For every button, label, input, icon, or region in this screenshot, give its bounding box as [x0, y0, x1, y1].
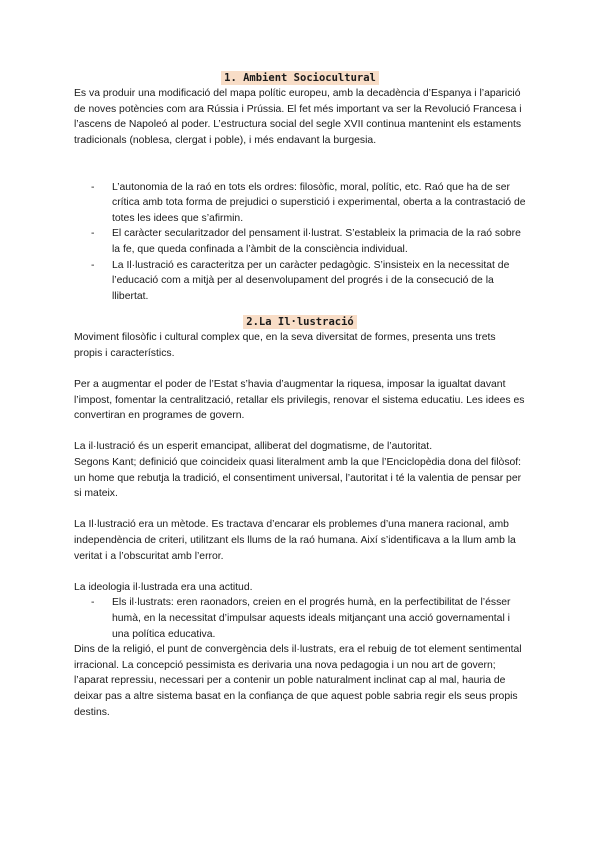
spacer — [74, 564, 526, 580]
section-2-paragraph: La Il·lustració era un mètode. Es tractava d’encarar els problemes d’una manera racional, amb independència de criteri, utilitzant els llums de la raó humana. Així s’identificava a la llum amb la veritat i a l’obscuritat amb l’error. — [74, 519, 516, 562]
section-2-paragraph: Dins de la religió, el punt de convergència dels il·lustrats, era el rebuig de tot element sentimental irracional. La concepció pessimista es derivaria una nova pedagogia i un nou art de govern; l’aparat repressiu, necessari per a contenir un poble naturalment inclinat cap al mal, hauria de deixar pas a altre sistema basat en la confiança de que aquest poble sabria regir els seus propis destins. — [74, 644, 522, 718]
spacer — [74, 148, 526, 164]
section-2-paragraph: Segons Kant; definició que coincideix quasi literalment amb la que l’Enciclopèdia dona del filòsof: un home que rebutja la tradició, el consentiment universal, l’autoritat i té la valentia de pensar per si mateix. — [74, 457, 522, 500]
spacer — [74, 164, 526, 180]
spacer — [74, 502, 526, 518]
section-2-heading — [74, 314, 526, 330]
section-1-title: 1. Ambient Sociocultural — [221, 71, 379, 85]
section-2-paragraph: La il·lustració és un esperit emancipat, alliberat del dogmatisme, de l’autoritat. — [74, 441, 433, 453]
spacer — [74, 424, 526, 440]
section-2-title: 2.La Il·lustració — [243, 315, 356, 329]
section-1-heading — [74, 70, 526, 86]
spacer — [74, 362, 526, 378]
list-item: - Els il·lustrats: eren raonadors, creien en el progrés humà, en la perfectibilitat de l’ésser humà, en la necessitat d’impulsar aquests ideals mitjançant una acció governamental i una política educativa. — [74, 595, 526, 642]
section-2-bullet-list — [74, 595, 526, 642]
section-2-paragraph: La ideologia il·lustrada era una actitud. — [74, 581, 253, 593]
section-1-intro: Es va produir una modificació del mapa polític europeu, amb la decadència d’Espanya i l’aparició de noves potències com ara Rússia i Prússia. El fet més important va ser la Revolució Francesa i l’ascens de Napoleó al poder. L’estructura social del segle XVII continua mantenint els estaments tradicionals (noblesa, clergat i poble), i més endavant la burgesia. — [74, 88, 522, 146]
section-2-paragraph: Moviment filosòfic i cultural complex que, en la seva diversitat de formes, presenta uns trets propis i característics. — [74, 332, 496, 359]
spacer — [74, 304, 526, 314]
list-item: - El caràcter secularitzador del pensament il·lustrat. S’estableix la primacia de la raó sobre la fe, que queda confinada a l’àmbit de la consciència individual. — [74, 226, 526, 257]
section-1-bullet-list — [74, 180, 526, 305]
document-content — [74, 70, 526, 720]
list-item: - L’autonomia de la raó en tots els ordres: filosòfic, moral, polític, etc. Raó que ha de ser crítica amb tota forma de prejudici o superstició i experimental, oberta a la contrastació de totes les idees que s’afirmin. — [74, 180, 526, 227]
list-item: - La Il·lustració es caracteritza per un caràcter pedagògic. S’insisteix en la necessitat de l’educació com a mitjà per al desenvolupament del progrés i de la consecució de la llibertat. — [74, 258, 526, 305]
section-2-paragraph: Per a augmentar el poder de l’Estat s’havia d’augmentar la riquesa, imposar la igualtat davant l’impost, fomentar la centralització, retallar els privilegis, renovar el sistema educatiu. Les idees es convertiran en programes de govern. — [74, 379, 525, 422]
